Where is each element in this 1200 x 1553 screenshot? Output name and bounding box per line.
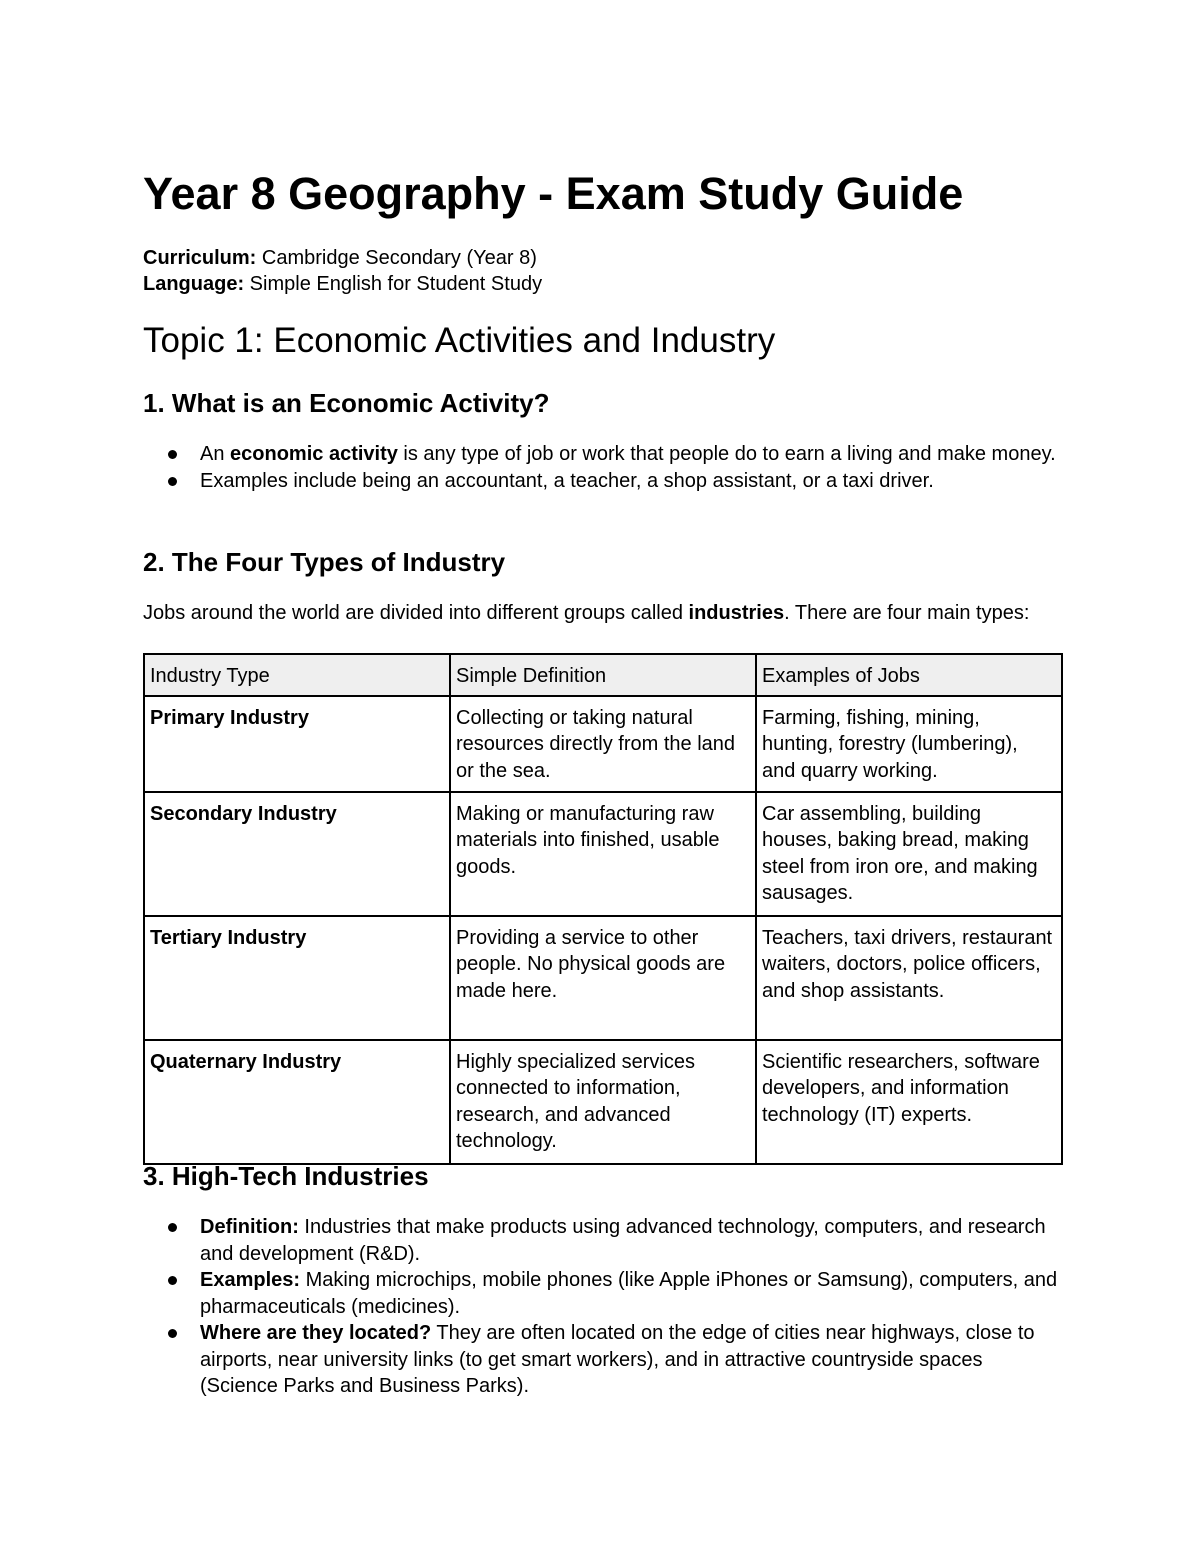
intro-term: industries bbox=[688, 602, 785, 624]
table-cell: Tertiary Industry bbox=[144, 916, 450, 1040]
topic-heading: Topic 1: Economic Activities and Industry bbox=[143, 321, 776, 360]
bullet-text: They are often located on the edge of cities near highways, close to airports, near university links (to get smart workers), and in attractive countryside spaces (Science Parks and Business Parks). bbox=[200, 1322, 1035, 1397]
list-item bbox=[143, 1320, 1061, 1400]
table-cell: Scientific researchers, software developers, and information technology (IT) experts. bbox=[756, 1040, 1062, 1164]
table-row bbox=[144, 916, 1062, 1040]
language-line bbox=[143, 271, 542, 297]
table-header-cell: Examples of Jobs bbox=[756, 654, 1062, 696]
table-cell: Car assembling, building houses, baking bread, making steel from iron ore, and making sausages. bbox=[756, 792, 1062, 916]
table-row bbox=[144, 696, 1062, 792]
bullet-text: An bbox=[200, 443, 231, 465]
table-cell: Teachers, taxi drivers, restaurant waiters, doctors, police officers, and shop assistants. bbox=[756, 916, 1062, 1040]
table-header-cell: Simple Definition bbox=[450, 654, 756, 696]
document-title: Year 8 Geography - Exam Study Guide bbox=[143, 168, 964, 219]
intro-text: . There are four main types: bbox=[784, 602, 1030, 624]
section-3-heading: 3. High-Tech Industries bbox=[143, 1161, 429, 1191]
table-row bbox=[144, 1040, 1062, 1164]
table-header-row bbox=[144, 654, 1062, 696]
bullet-label: Examples: bbox=[200, 1269, 301, 1291]
table-cell: Primary Industry bbox=[144, 696, 450, 792]
list-item: Examples include being an accountant, a teacher, a shop assistant, or a taxi driver. bbox=[143, 468, 1061, 495]
language-value: Simple English for Student Study bbox=[244, 273, 543, 295]
table-cell: Quaternary Industry bbox=[144, 1040, 450, 1164]
list-item bbox=[143, 1214, 1061, 1267]
bullet-text: Making microchips, mobile phones (like Apple iPhones or Samsung), computers, and pharmaceuticals (medicines). bbox=[200, 1269, 1058, 1318]
bullet-text: is any type of job or work that people do to earn a living and make money. bbox=[397, 443, 1056, 465]
section-2-intro bbox=[143, 600, 1061, 627]
curriculum-value: Cambridge Secondary (Year 8) bbox=[256, 247, 537, 269]
table-cell: Farming, fishing, mining, hunting, forestry (lumbering), and quarry working. bbox=[756, 696, 1062, 792]
table-header-cell: Industry Type bbox=[144, 654, 450, 696]
list-item bbox=[143, 1267, 1061, 1320]
table-cell: Providing a service to other people. No physical goods are made here. bbox=[450, 916, 756, 1040]
table-row bbox=[144, 792, 1062, 916]
curriculum-label: Curriculum: bbox=[143, 247, 257, 269]
section-3-list bbox=[143, 1214, 1061, 1400]
list-item bbox=[143, 441, 1061, 468]
bullet-label: Definition: bbox=[200, 1216, 299, 1238]
intro-text: Jobs around the world are divided into different groups called bbox=[143, 602, 689, 624]
table-cell: Collecting or taking natural resources directly from the land or the sea. bbox=[450, 696, 756, 792]
industry-table bbox=[143, 653, 1063, 1165]
curriculum-line bbox=[143, 245, 537, 271]
table-cell: Highly specialized services connected to information, research, and advanced technology. bbox=[450, 1040, 756, 1164]
table-cell: Secondary Industry bbox=[144, 792, 450, 916]
bullet-term: economic activity bbox=[230, 443, 398, 465]
table-cell: Making or manufacturing raw materials into finished, usable goods. bbox=[450, 792, 756, 916]
section-1-heading: 1. What is an Economic Activity? bbox=[143, 388, 550, 418]
bullet-label: Where are they located? bbox=[200, 1322, 432, 1344]
bullet-text: Industries that make products using advanced technology, computers, and research and development (R&D). bbox=[200, 1216, 1046, 1265]
section-2-heading: 2. The Four Types of Industry bbox=[143, 547, 506, 577]
section-1-list bbox=[143, 441, 1061, 494]
language-label: Language: bbox=[143, 273, 245, 295]
